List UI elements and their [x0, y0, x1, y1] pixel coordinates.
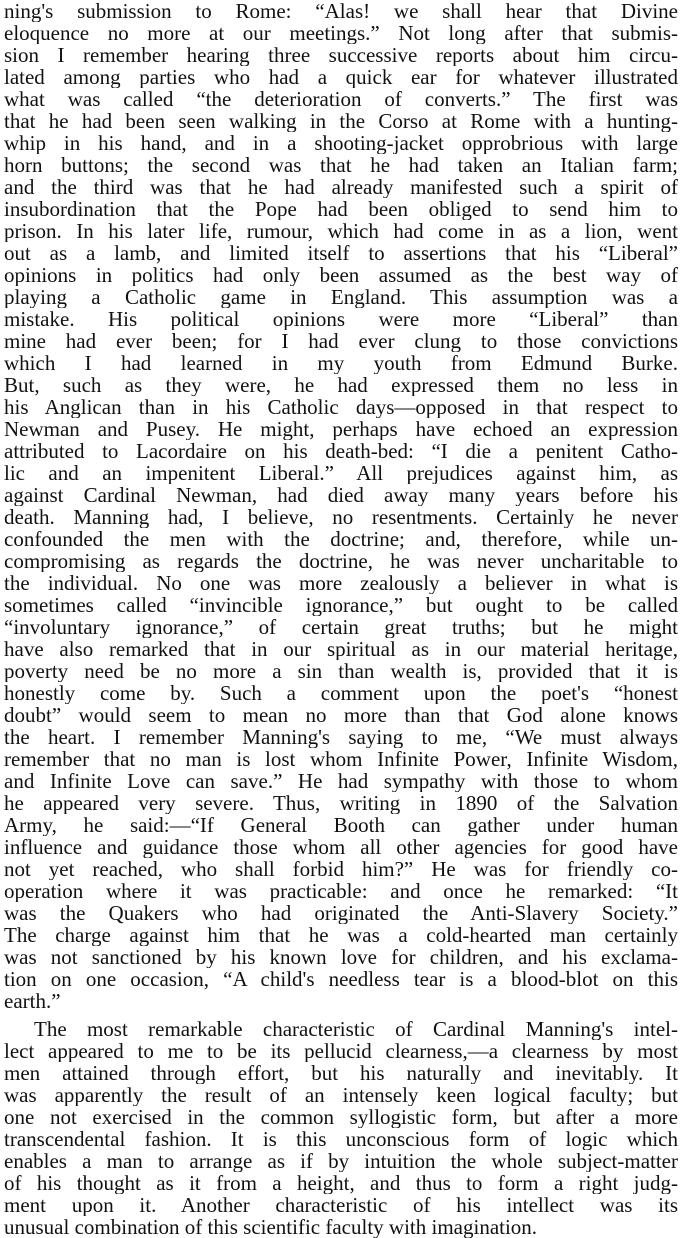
text-line: attributed to Lacordaire on his death-bed: “I die a penitent Catho-	[4, 440, 678, 462]
text-line: the heart. I remember Manning's saying to me, “We must always	[4, 726, 678, 748]
text-line: remember that no man is lost whom Infinite Power, Infinite Wisdom,	[4, 748, 678, 770]
text-line: whip in his hand, and in a shooting-jacket opprobrious with large	[4, 132, 678, 154]
text-line: insubordination that the Pope had been obliged to send him to	[4, 198, 678, 220]
text-line: honestly come by. Such a comment upon the poet's “honest	[4, 682, 678, 704]
text-line: prison. In his later life, rumour, which had come in as a lion, went	[4, 220, 678, 242]
text-line: mistake. His political opinions were more “Liberal” than	[4, 308, 678, 330]
text-line: and Infinite Love can save.” He had sympathy with those to whom	[4, 770, 678, 792]
text-line: operation where it was practicable: and once he remarked: “It	[4, 880, 678, 902]
text-line: was apparently the result of an intensely keen logical faculty; but	[4, 1084, 678, 1106]
text-line: transcendental fashion. It is this unconscious form of logic which	[4, 1128, 678, 1150]
text-line: of his thought as it from a height, and thus to form a right judg-	[4, 1172, 678, 1194]
text-line: against Cardinal Newman, had died away many years before his	[4, 484, 678, 506]
text-line: death. Manning had, I believe, no resentments. Certainly he never	[4, 506, 678, 528]
text-line: mine had ever been; for I had ever clung to those convictions	[4, 330, 678, 352]
text-line: lated among parties who had a quick ear for whatever illustrated	[4, 66, 678, 88]
text-line: was not sanctioned by his known love for children, and his exclama-	[4, 946, 678, 968]
text-line: “involuntary ignorance,” of certain great truths; but he might	[4, 616, 678, 638]
text-line: eloquence no more at our meetings.” Not long after that submis-	[4, 22, 678, 44]
text-line: enables a man to arrange as if by intuition the whole subject-matter	[4, 1150, 678, 1172]
text-line: ment upon it. Another characteristic of his intellect was its	[4, 1194, 678, 1216]
text-line: lic and an impenitent Liberal.” All prejudices against him, as	[4, 462, 678, 484]
text-line: compromising as regards the doctrine, he was never uncharitable to	[4, 550, 678, 572]
paragraph	[4, 1018, 678, 1238]
text-line: tion on one occasion, “A child's needless tear is a blood-blot on this	[4, 968, 678, 990]
text-line: and the third was that he had already manifested such a spirit of	[4, 176, 678, 198]
text-line: unusual combination of this scientific faculty with imagination.	[4, 1216, 538, 1238]
text-line: which I had learned in my youth from Edmund Burke.	[4, 352, 678, 374]
text-line: confounded the men with the doctrine; and, therefore, while un-	[4, 528, 678, 550]
text-line: influence and guidance those whom all other agencies for good have	[4, 836, 678, 858]
text-line: what was called “the deterioration of converts.” The first was	[4, 88, 678, 110]
text-line: not yet reached, who shall forbid him?” He was for friendly co-	[4, 858, 678, 880]
text-line: sion I remember hearing three successive reports about him circu-	[4, 44, 678, 66]
text-line: he appeared very severe. Thus, writing in 1890 of the Salvation	[4, 792, 678, 814]
text-line: lect appeared to me to be its pellucid clearness,—a clearness by most	[4, 1040, 678, 1062]
text-line: Army, he said:—“If General Booth can gather under human	[4, 814, 678, 836]
text-line: his Anglican than in his Catholic days—opposed in that respect to	[4, 396, 678, 418]
text-line: one not exercised in the common syllogistic form, but after a more	[4, 1106, 678, 1128]
text-line: horn buttons; the second was that he had taken an Italian farm;	[4, 154, 678, 176]
text-line: the individual. No one was more zealously a believer in what is	[4, 572, 678, 594]
text-line: was the Quakers who had originated the Anti-Slavery Society.”	[4, 902, 678, 924]
text-line: poverty need be no more a sin than wealth is, provided that it is	[4, 660, 678, 682]
text-line: sometimes called “invincible ignorance,” but ought to be called	[4, 594, 678, 616]
text-line: But, such as they were, he had expressed them no less in	[4, 374, 678, 396]
text-line: ning's submission to Rome: “Alas! we shall hear that Divine	[4, 0, 678, 22]
text-line: The most remarkable characteristic of Cardinal Manning's intel-	[34, 1018, 678, 1040]
text-line: Newman and Pusey. He might, perhaps have echoed an expression	[4, 418, 678, 440]
text-line: doubt” would seem to mean no more than that God alone knows	[4, 704, 678, 726]
text-line: opinions in politics had only been assumed as the best way of	[4, 264, 678, 286]
text-line: that he had been seen walking in the Corso at Rome with a hunting-	[4, 110, 678, 132]
text-line: have also remarked that in our spiritual as in our material heritage,	[4, 638, 678, 660]
text-line: earth.”	[4, 990, 61, 1012]
text-line: men attained through effort, but his naturally and inevitably. It	[4, 1062, 678, 1084]
text-line: out as a lamb, and limited itself to assertions that his “Liberal”	[4, 242, 678, 264]
text-line: The charge against him that he was a cold-hearted man certainly	[4, 924, 678, 946]
text-line: playing a Catholic game in England. This assumption was a	[4, 286, 678, 308]
paragraph	[4, 0, 678, 1012]
